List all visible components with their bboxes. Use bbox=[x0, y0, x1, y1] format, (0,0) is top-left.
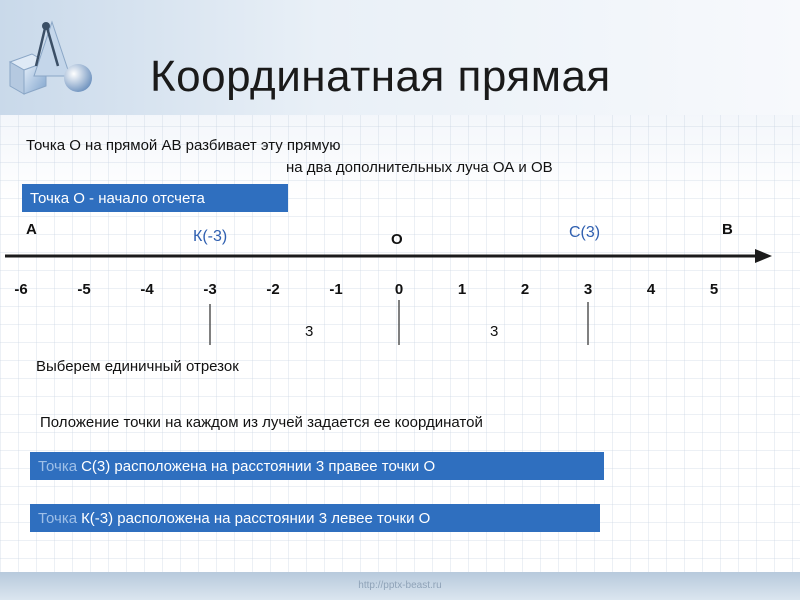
distance-right: 3 bbox=[490, 323, 499, 340]
distance-left: 3 bbox=[305, 323, 314, 340]
page-title: Координатная прямая bbox=[150, 52, 611, 101]
point-k-box bbox=[30, 504, 600, 532]
point-a-label: А bbox=[26, 221, 37, 238]
tick-label: -4 bbox=[140, 281, 154, 298]
point-c-box bbox=[30, 452, 604, 480]
point-k-box-prefix: Точка bbox=[38, 509, 78, 527]
tick-label: -1 bbox=[329, 281, 343, 298]
tick-label: 1 bbox=[457, 281, 467, 298]
tick-label: 3 bbox=[583, 281, 593, 298]
point-o-label: О bbox=[391, 231, 403, 248]
tick-labels bbox=[14, 281, 718, 298]
point-c-label: С(3) bbox=[569, 224, 601, 241]
intro-line-2: на два дополнительных луча ОА и ОВ bbox=[286, 159, 553, 176]
intro-line-1: Точка О на прямой АВ разбивает эту прямую bbox=[26, 137, 341, 154]
point-c-box-prefix: Точка bbox=[38, 457, 78, 475]
tick-label: -5 bbox=[77, 281, 91, 298]
axis-arrow-icon bbox=[755, 249, 772, 263]
tick-label: -2 bbox=[266, 281, 280, 298]
footer-watermark: http://pptx-beast.ru bbox=[358, 580, 442, 591]
tick-label: 2 bbox=[520, 281, 530, 298]
origin-box-text: Точка О - начало отсчета bbox=[30, 189, 205, 207]
unit-segment-text: Выберем единичный отрезок bbox=[36, 358, 239, 375]
tick-label: -6 bbox=[14, 281, 28, 298]
tick-label: 5 bbox=[709, 281, 719, 298]
tick-label: 0 bbox=[394, 281, 404, 298]
tick-label: -3 bbox=[203, 281, 217, 298]
point-k-box-text: К(-3) расположена на расстоянии 3 левее точки О bbox=[81, 509, 431, 527]
position-text: Положение точки на каждом из лучей задается ее координатой bbox=[40, 414, 483, 431]
point-c-box-text: С(3) расположена на расстоянии 3 правее точки О bbox=[81, 457, 436, 475]
point-b-label: В bbox=[722, 221, 733, 238]
point-k-label: К(-3) bbox=[193, 228, 228, 245]
tick-label: 4 bbox=[646, 281, 656, 298]
